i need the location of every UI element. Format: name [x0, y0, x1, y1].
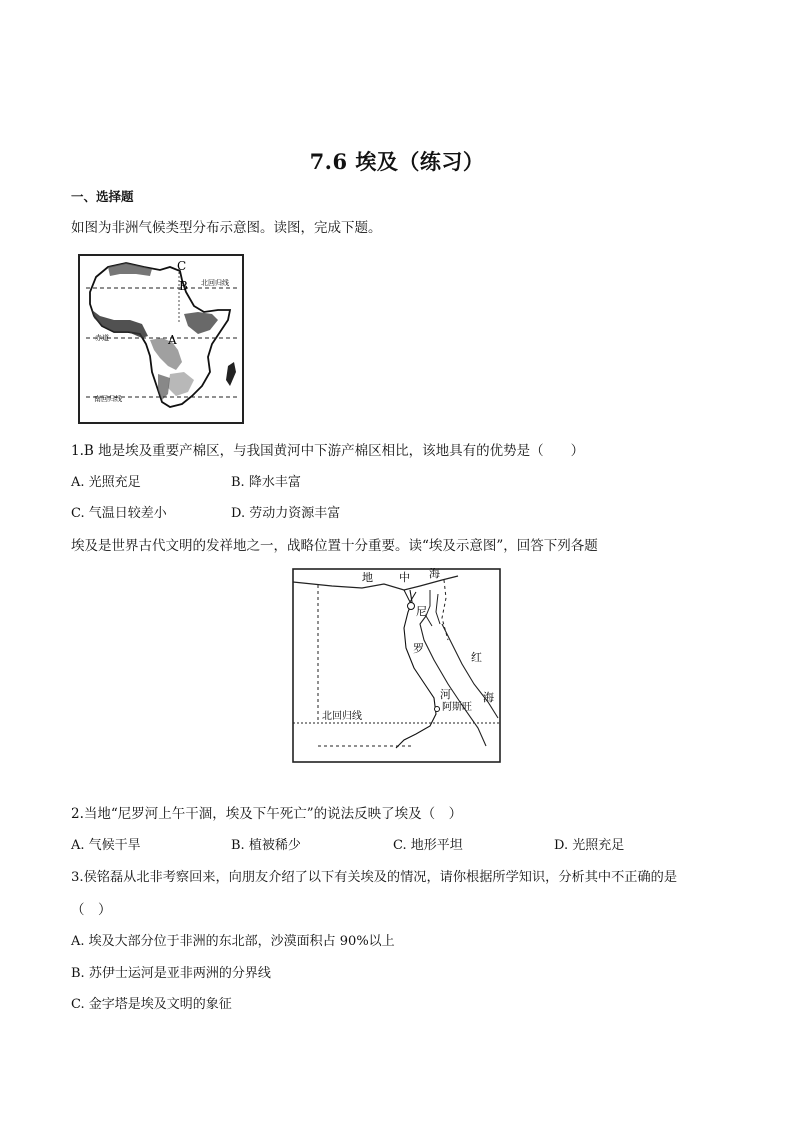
- q3-option-c[interactable]: C. 金字塔是埃及文明的象征: [71, 997, 232, 1012]
- label-sea-2: 中: [399, 571, 410, 584]
- q2-option-d[interactable]: D. 光照充足: [554, 838, 625, 853]
- label-nile-3: 河: [440, 688, 451, 701]
- section-heading: 一、选择题: [71, 189, 134, 204]
- question-3-stem-line-2: （ ）: [71, 902, 112, 918]
- q1-option-a[interactable]: A. 光照充足: [71, 475, 141, 490]
- q3-option-b[interactable]: B. 苏伊士运河是亚非两洲的分界线: [71, 966, 271, 981]
- africa-climate-map: [78, 254, 244, 424]
- question-1-stem: 1.B 地是埃及重要产棉区，与我国黄河中下游产棉区相比，该地具有的优势是（ ）: [71, 443, 585, 459]
- label-sea-3: 海: [429, 568, 440, 580]
- label-aswan: 阿斯旺: [442, 702, 472, 713]
- label-tropic-capricorn: 南回归线: [94, 395, 122, 403]
- label-red-sea-2: 海: [483, 691, 494, 704]
- label-c: C: [177, 259, 187, 273]
- q1-option-d[interactable]: D. 劳动力资源丰富: [231, 506, 341, 521]
- question-3-stem-line-1: 3.侯铭磊从北非考察回来，向朋友介绍了以下有关埃及的情况，请你根据所学知识，分析其中不正确的是: [71, 870, 678, 885]
- q1-option-c[interactable]: C. 气温日较差小: [71, 506, 167, 521]
- page-title: 7.6 埃及（练习）: [309, 149, 485, 174]
- intro-text-2: 埃及是世界古代文明的发祥地之一，战略位置十分重要。读“埃及示意图”，回答下列各题: [71, 538, 598, 554]
- label-tropic-cancer: 北回归线: [201, 279, 229, 287]
- label-nile-1: 尼: [416, 605, 427, 618]
- label-nile-2: 罗: [413, 642, 424, 655]
- q2-option-a[interactable]: A. 气候干旱: [71, 838, 141, 853]
- q2-option-c[interactable]: C. 地形平坦: [393, 838, 463, 853]
- egypt-map: [292, 568, 501, 763]
- q2-option-b[interactable]: B. 植被稀少: [231, 838, 301, 853]
- label-a: A: [168, 333, 177, 347]
- label-equator: 赤道: [95, 334, 109, 342]
- q1-option-b[interactable]: B. 降水丰富: [231, 475, 301, 490]
- q3-option-a[interactable]: A. 埃及大部分位于非洲的东北部，沙漠面积占 90%以上: [71, 934, 395, 949]
- intro-text-1: 如图为非洲气候类型分布示意图。读图，完成下题。: [71, 220, 382, 236]
- label-tropic-cancer: 北回归线: [322, 711, 362, 722]
- label-sea-1: 地: [362, 571, 373, 584]
- question-2-stem: 2.当地“尼罗河上午干涸，埃及下午死亡”的说法反映了埃及（ ）: [71, 806, 463, 822]
- label-b: B: [179, 279, 188, 293]
- label-red-sea-1: 红: [471, 651, 482, 664]
